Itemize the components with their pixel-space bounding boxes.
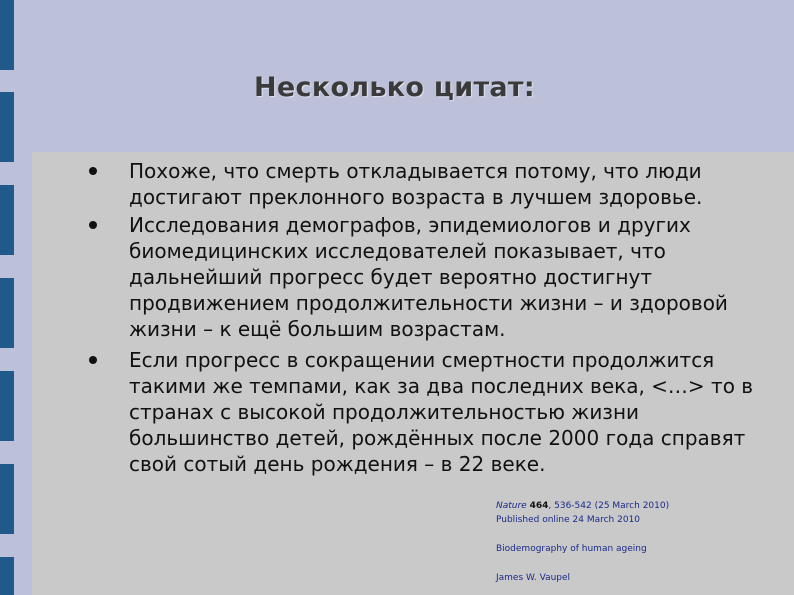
- side-bar: [0, 0, 14, 70]
- bullet-dot-icon: [89, 167, 97, 175]
- bullet-text: Исследования демографов, эпидемиологов и других биомедицинских исследователей показывает, что дальнейший прогресс будет вероятно достигнут продвижением продолжительности жизни – и здоровой жизни – к ещё большим возрастам.: [129, 213, 728, 341]
- citation-article-title: Biodemography of human ageing: [496, 544, 647, 554]
- citation-published: Published online 24 March 2010: [496, 515, 641, 525]
- side-bar: [0, 92, 14, 162]
- decorative-side-bars: [0, 0, 14, 595]
- side-bar: [0, 278, 14, 348]
- slide-content: [32, 152, 794, 595]
- slide-title: Несколько цитат:: [254, 72, 535, 103]
- title-region: [14, 0, 794, 152]
- bullet-dot-icon: [89, 356, 97, 364]
- citation-journal-line: [496, 500, 669, 513]
- side-bar: [0, 557, 14, 595]
- citation-volume: 464: [529, 501, 549, 511]
- side-bar: [0, 185, 14, 255]
- side-bar: [0, 464, 14, 534]
- bullet-text: Если прогресс в сокращении смертности продолжится такими же темпами, как за два последних века, <…> то в странах с высокой продолжительностью жизни большинство детей, рождённых после 2000 года справят свой сотый день рождения – в 22 веке.: [129, 348, 754, 476]
- citation-author: James W. Vaupel: [496, 573, 571, 583]
- citation-pages: , 536-542 (25 March 2010): [548, 501, 670, 511]
- citation-journal: Nature: [496, 501, 527, 511]
- bullet-text: Похоже, что смерть откладывается потому, что люди достигают преклонного возраста в лучшем здоровье.: [129, 159, 703, 209]
- side-bar: [0, 371, 14, 441]
- bullet-dot-icon: [89, 221, 97, 229]
